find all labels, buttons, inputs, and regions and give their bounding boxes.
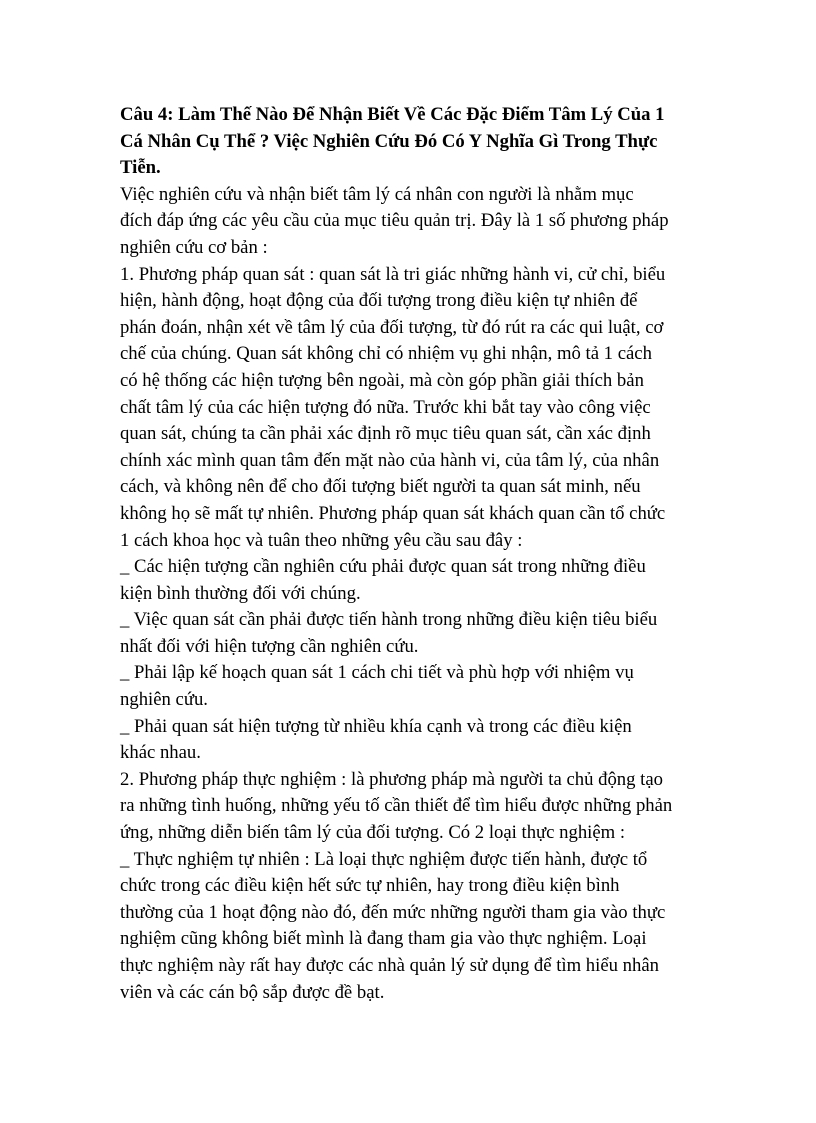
body-line: nghiên cứu cơ bản : <box>120 236 268 258</box>
title-line: Câu 4: Làm Thế Nào Để Nhận Biết Về Các Đặc Điểm Tâm Lý Của 1 <box>120 104 665 125</box>
body-line: thực nghiệm này rất hay được các nhà quản lý sử dụng để tìm hiểu nhân <box>120 955 659 976</box>
body-line: nhất đối với hiện tượng cần nghiên cứu. <box>120 635 419 657</box>
body-line: 1 cách khoa học và tuân theo những yêu cầu sau đây : <box>120 529 523 551</box>
body-line: _ Thực nghiệm tự nhiên : Là loại thực nghiệm được tiến hành, được tổ <box>120 848 648 870</box>
body-line: khác nhau. <box>120 742 201 764</box>
body-line: Việc nghiên cứu và nhận biết tâm lý cá nhân con người là nhằm mục <box>120 183 634 205</box>
document-page <box>120 102 720 1006</box>
body-line: kiện bình thường đối với chúng. <box>120 582 361 604</box>
body-line: không họ sẽ mất tự nhiên. Phương pháp quan sát khách quan cần tổ chức <box>120 502 666 524</box>
body-line: _ Phải quan sát hiện tượng từ nhiều khía cạnh và trong các điều kiện <box>120 715 632 737</box>
body-line: _ Các hiện tượng cần nghiên cứu phải được quan sát trong những điều <box>120 556 646 578</box>
body-line: _ Phải lập kế hoạch quan sát 1 cách chi tiết và phù hợp với nhiệm vụ <box>120 662 634 684</box>
body-line: ứng, những diễn biến tâm lý của đối tượng. Có 2 loại thực nghiệm : <box>120 822 626 844</box>
body-line: có hệ thống các hiện tượng bên ngoài, mà còn góp phần giải thích bản <box>120 369 644 391</box>
title-line: Cá Nhân Cụ Thể ? Việc Nghiên Cứu Đó Có Y Nghĩa Gì Trong Thực <box>120 130 658 152</box>
body-line: ra những tình huống, những yếu tố cần thiết để tìm hiểu được những phản <box>120 795 673 817</box>
body-line: chế của chúng. Quan sát không chỉ có nhiệm vụ ghi nhận, mô tả 1 cách <box>120 343 652 365</box>
body-line: đích đáp ứng các yêu cầu của mục tiêu quản trị. Đây là 1 số phương pháp <box>120 210 669 232</box>
body-line: hiện, hành động, hoạt động của đối tượng trong điều kiện tự nhiên để <box>120 290 638 312</box>
body-line: chính xác mình quan tâm đến mặt nào của hành vi, của tâm lý, của nhân <box>120 449 660 471</box>
body-line: 2. Phương pháp thực nghiệm : là phương pháp mà người ta chủ động tạo <box>120 768 663 790</box>
body-line: _ Việc quan sát cần phải được tiến hành trong những điều kiện tiêu biểu <box>120 609 658 631</box>
body-line: chất tâm lý của các hiện tượng đó nữa. Trước khi bắt tay vào công việc <box>120 396 651 418</box>
body-line: cách, và không nên để cho đối tượng biết người ta quan sát minh, nếu <box>120 476 641 498</box>
body-line: chức trong các điều kiện hết sức tự nhiên, hay trong điều kiện bình <box>120 875 620 897</box>
body-line: viên và các cán bộ sắp được đề bạt. <box>120 981 385 1003</box>
body-line: quan sát, chúng ta cần phải xác định rõ mục tiêu quan sát, cần xác định <box>120 423 651 445</box>
body-line: nghiên cứu. <box>120 689 208 711</box>
body-line: phán đoán, nhận xét về tâm lý của đối tượng, từ đó rút ra các qui luật, cơ <box>120 316 664 338</box>
body-line: nghiệm cũng không biết mình là đang tham gia vào thực nghiệm. Loại <box>120 928 647 950</box>
title-line: Tiễn. <box>120 157 161 179</box>
body-line: thường của 1 hoạt động nào đó, đến mức những người tham gia vào thực <box>120 901 666 923</box>
body-line: 1. Phương pháp quan sát : quan sát là tri giác những hành vi, cử chỉ, biểu <box>120 263 666 285</box>
